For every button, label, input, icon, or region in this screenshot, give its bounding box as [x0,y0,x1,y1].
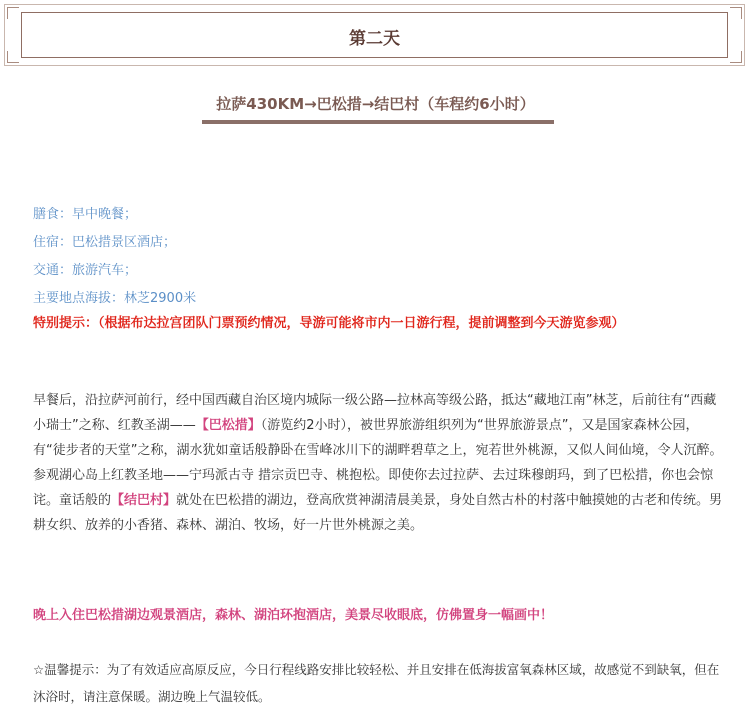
paragraph-text: 早餐后，沿拉萨河前行，经中国西藏自治区境内城际一级公路—拉林高等级公路，抵达“藏地江南”林芝，后前往有“西藏小瑞士”之称、红教圣湖—— [33,393,717,433]
day-title: 第二天 [349,29,400,49]
evening-highlight: 晚上入住巴松措湖边观景酒店，森林、湖泊环抱酒店，美景尽收眼底，仿佛置身一幅画中！ [33,608,554,623]
itinerary-paragraph [33,388,723,538]
warm-tips: ☆温馨提示：为了有效适应高原反应，今日行程线路安排比较轻松、并且安排在低海拔富氧森林区域，故感觉不到缺氧，但在沐浴时，请注意保暖。湖边晚上气温较低。 [33,662,720,704]
highlight-jiebacun: 【结巴村】 [111,493,177,508]
route-title: 拉萨430KM→巴松措→结巴村（车程约6小时） [216,95,535,113]
frame-corner-ornament [730,7,742,19]
info-stay: 住宿：巴松措景区酒店； [33,235,177,250]
special-notice: 特别提示：（根据布达拉宫团队门票预约情况，导游可能将市内一日游行程，提前调整到今天游览参观） [33,316,625,331]
info-meals: 膳食：早中晚餐； [33,207,138,222]
frame-corner-ornament [7,51,19,63]
paragraph-text: （游览约2小时），被世界旅游组织列为“世界旅游景点”，又是国家森林公园，有“徒步者的天堂”之称，湖水犹如童话般静卧在雪峰冰川下的湖畔碧草之上，宛若世外桃源，又似人间仙境，令人沉醉。参观湖心岛上红教圣地——宁玛派古寺 措宗贡巴寺、桃抱松。即使你去过拉萨、去过珠穆朗玛，到了巴松措，你也会惊诧。童话般的 [33,418,723,508]
day-title-frame [4,4,745,66]
info-transport: 交通：旅游汽车； [33,263,138,278]
highlight-basongcuo: 【巴松措】 [195,418,261,433]
route-underline [202,120,554,124]
paragraph-text: 就处在巴松措的湖边，登高欣赏神湖清晨美景，身处自然古朴的村落中触摸她的古老和传统。男耕女织、放养的小香猪、森林、湖泊、牧场，好一片世外桃源之美。 [33,493,723,533]
frame-corner-ornament [7,7,19,19]
frame-corner-ornament [730,51,742,63]
info-altitude: 主要地点海拔：林芝2900米 [33,291,197,306]
